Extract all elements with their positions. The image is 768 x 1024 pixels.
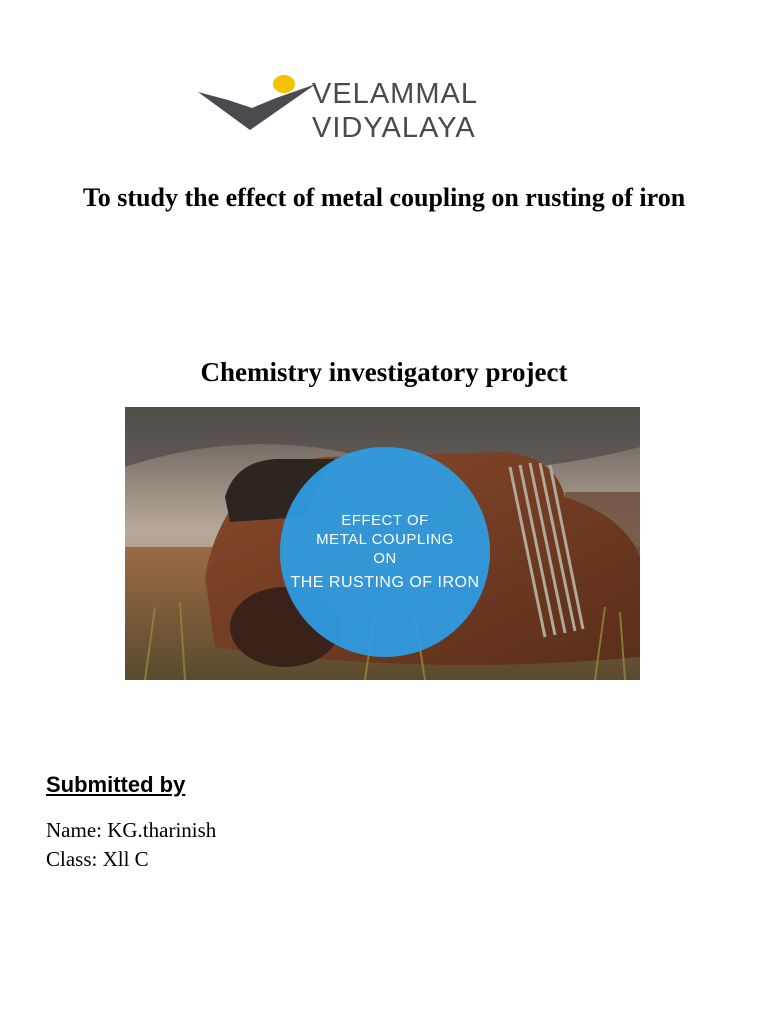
cover-text-line3: ON: [373, 549, 397, 567]
student-class: Class: Xll C: [46, 847, 149, 871]
cover-image: [125, 407, 640, 680]
school-logo: [198, 70, 558, 150]
submitted-by-heading: Submitted by: [46, 772, 186, 797]
project-title: To study the effect of metal coupling on rusting of iron: [82, 183, 686, 212]
logo-text-line1: VELAMMAL: [312, 78, 478, 110]
velammal-logo-icon: [198, 70, 318, 140]
cover-text-line4: THE RUSTING OF IRON: [290, 573, 480, 591]
project-subtitle: Chemistry investigatory project: [200, 357, 568, 387]
logo-text-line2: VIDYALAYA: [312, 112, 476, 144]
cover-circle-label: [280, 447, 490, 657]
cover-text-line1: EFFECT OF: [341, 511, 429, 529]
cover-text-line2: METAL COUPLING: [316, 530, 454, 548]
student-name: Name: KG.tharinish: [46, 818, 217, 842]
